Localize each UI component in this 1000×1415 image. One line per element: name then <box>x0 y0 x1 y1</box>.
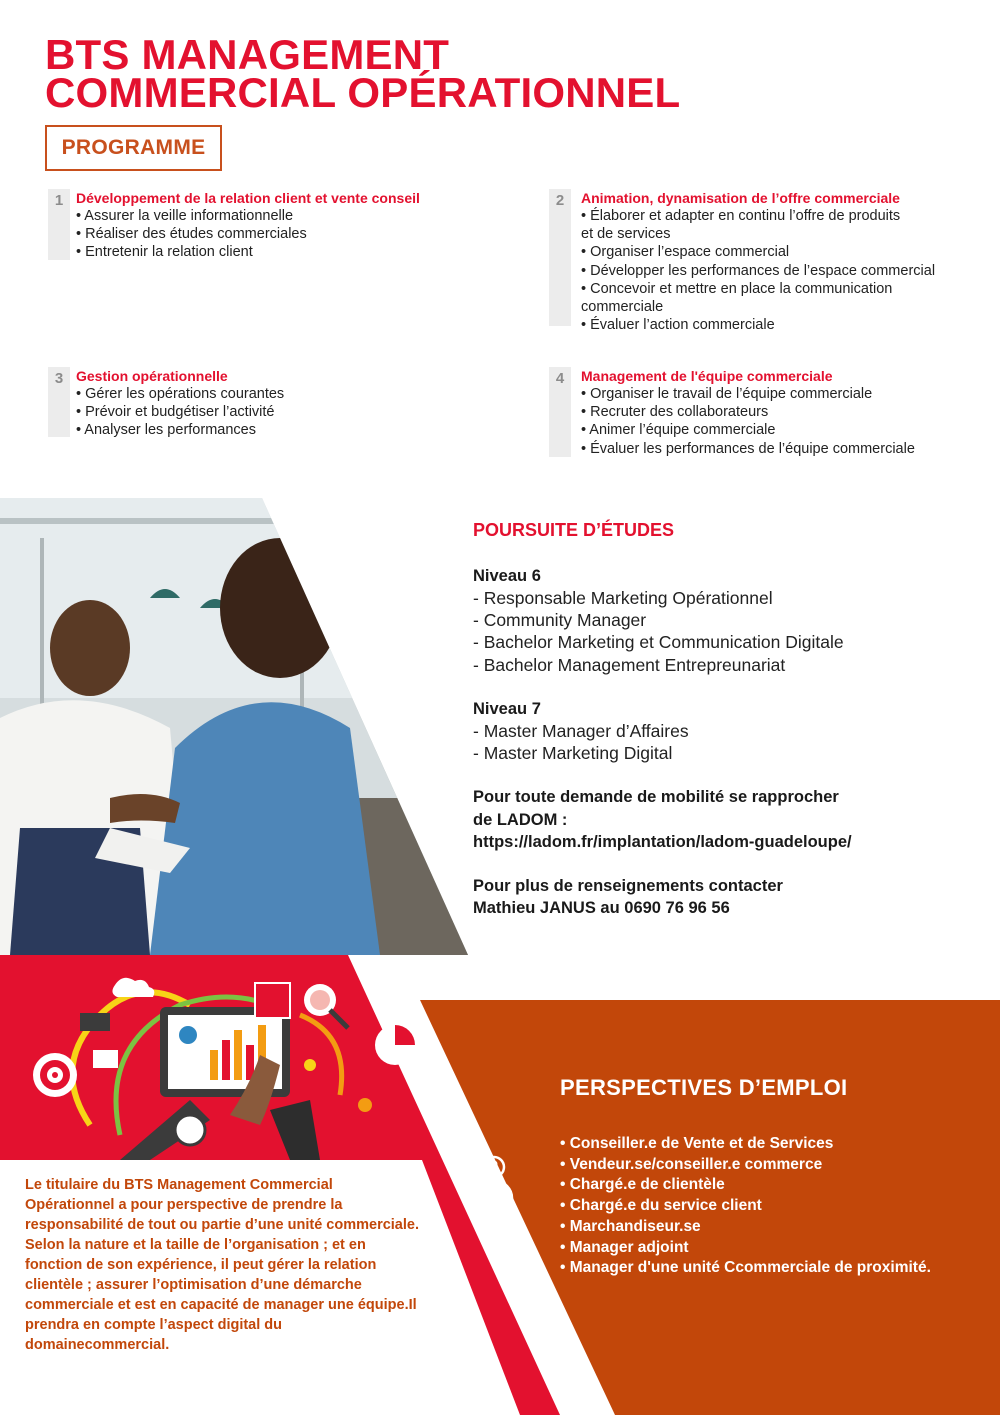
level-6-item: - Bachelor Management Entrepreunariat <box>473 654 786 675</box>
page-title <box>45 31 681 116</box>
emploi-item: • Manager d'une unité Ccommerciale de proximité. <box>560 1259 931 1277</box>
module-number-badge: 2 <box>549 189 571 326</box>
module-content <box>581 367 981 458</box>
module-number-badge: 1 <box>48 189 70 260</box>
module-number-badge: 4 <box>549 367 571 457</box>
module-item: • Réaliser des études commerciales <box>76 226 307 243</box>
poursuite-etudes-section <box>473 520 993 920</box>
module-item: • Assurer la veille informationnelle <box>76 208 294 224</box>
handshake-illustration <box>0 498 468 955</box>
emploi-item: • Chargé.e du service client <box>560 1197 762 1215</box>
module-item: • Organiser l’espace commercial <box>581 244 790 261</box>
module-number-badge: 3 <box>48 367 70 437</box>
marketing-infographic <box>0 955 420 1160</box>
description-paragraph: Le titulaire du BTS Management Commercial Opérationnel a pour perspective de prendre la responsabilité de tout ou partie d’une unité commerciale. Selon la nature et la taille de l’organisation ; et en fonction de son expérience, il peut gérer la relation clientèle ; assurer l’optimisation d’une démarche commerciale et est en capacité de manager une équipe.Il prendra en compte l’aspect digital du domainecommercial. <box>25 1177 419 1353</box>
module-item: • Entretenir la relation client <box>76 244 253 261</box>
title-line-1: BTS MANAGEMENT <box>45 31 450 78</box>
level-6-label: Niveau 6 <box>473 567 541 585</box>
ladom-link[interactable]: https://ladom.fr/implantation/ladom-guadeloupe/ <box>473 832 852 851</box>
programme-label: PROGRAMME <box>61 136 206 159</box>
module-item: • Recruter des collaborateurs <box>581 404 769 421</box>
programme-label-box <box>45 125 222 171</box>
emploi-item: • Manager adjoint <box>560 1238 689 1256</box>
module-item: • Analyser les performances <box>76 422 256 439</box>
level-6-item: - Bachelor Marketing et Communication Digitale <box>473 632 844 653</box>
level-6-item: - Responsable Marketing Opérationnel <box>473 588 773 608</box>
emploi-item: • Vendeur.se/conseiller.e commerce <box>560 1155 823 1173</box>
emploi-item: • Marchandiseur.se <box>560 1217 701 1235</box>
emploi-item: • Conseiller.e de Vente et de Services <box>560 1135 834 1152</box>
poursuite-title: POURSUITE D’ÉTUDES <box>473 520 675 540</box>
handshake-photo <box>0 498 468 955</box>
module-title: Animation, dynamisation de l’offre commerciale <box>581 190 900 206</box>
level-7-item: - Master Marketing Digital <box>473 743 673 764</box>
module-item: • Développer les performances de l’espace commercial <box>581 262 936 279</box>
title-line-2: COMMERCIAL OPÉRATIONNEL <box>45 69 681 116</box>
module-item: et de services <box>581 226 671 243</box>
level-7-item: - Master Manager d’Affaires <box>473 720 689 741</box>
module-item: • Évaluer les performances de l’équipe commerciale <box>581 440 915 457</box>
emploi-list <box>560 1134 931 1279</box>
module-item: commerciale <box>581 299 664 316</box>
contact-phone: Mathieu JANUS au 0690 76 96 56 <box>473 899 730 918</box>
contact-text: Pour plus de renseignements contacter <box>473 877 783 896</box>
module-item: • Évaluer l’action commerciale <box>581 317 775 334</box>
module-item: • Gérer les opérations courantes <box>76 386 285 402</box>
module-item: • Animer l’équipe commerciale <box>581 422 776 439</box>
module-title: Management de l'équipe commerciale <box>581 368 833 384</box>
mobility-text: Pour toute demande de mobilité se rapprocher <box>473 788 839 807</box>
team-people-icon <box>450 1152 520 1222</box>
level-6-item: - Community Manager <box>473 610 647 631</box>
module-title: Gestion opérationnelle <box>76 368 228 384</box>
module-item: • Concevoir et mettre en place la communication <box>581 280 893 297</box>
level-7-label: Niveau 7 <box>473 699 541 718</box>
module-item: • Prévoir et budgétiser l’activité <box>76 404 275 421</box>
module-item: • Élaborer et adapter en continu l’offre de produits <box>581 208 901 224</box>
mobility-text: de LADOM : <box>473 810 568 829</box>
module-title: Développement de la relation client et vente conseil <box>76 190 420 206</box>
marketing-infographic-svg <box>0 955 420 1160</box>
emploi-title: PERSPECTIVES D’EMPLOI <box>560 1075 848 1100</box>
module-content <box>581 189 981 334</box>
module-content <box>76 189 476 262</box>
module-content <box>76 367 476 440</box>
module-item: • Organiser le travail de l’équipe commerciale <box>581 386 873 402</box>
emploi-item: • Chargé.e de clientèle <box>560 1176 725 1194</box>
